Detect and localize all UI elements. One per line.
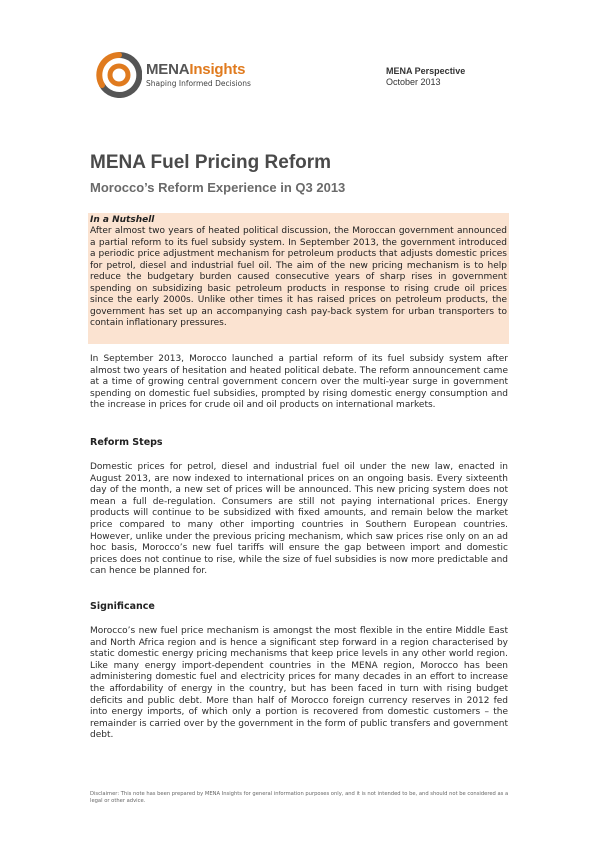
nutshell-heading: In a Nutshell	[90, 215, 155, 225]
company-logo	[96, 52, 266, 98]
page-title: MENA Fuel Pricing Reform	[90, 152, 332, 173]
nutshell-box	[88, 213, 509, 344]
section-text-significance: Morocco’s new fuel price mechanism is amongst the most flexible in the entire Middle East and North Africa region and is hence a significant step forward in a region characterised by static domestic energy pricing mechanisms that keep price levels in any other world region. Like many energy import-dependent countries in the MENA region, Morocco has been administering domestic fuel and electricity prices for many decades in an effort to increase the affordability of energy in the country, but has been faced in turn with rising budget deficits and public debt. More than half of Morocco foreign currency reserves in 2012 fed into energy imports, of which only a portion is recovered from domestic customers – the remainder is carried over by the government in the form of public transfers and government debt.	[90, 626, 508, 741]
section-heading-reform-steps: Reform Steps	[90, 437, 163, 448]
logo-name-part2: Insights	[189, 61, 246, 78]
section-heading-significance: Significance	[90, 601, 155, 612]
publication-date: October 2013	[386, 77, 441, 87]
logo-name-part1: MENA	[146, 61, 190, 78]
disclaimer: Disclaimer: This note has been prepared by MENA Insights for general information purposes only, and it is not intended to be, and should not be considered as a legal or other advice.	[90, 791, 509, 804]
page-subtitle: Morocco’s Reform Experience in Q3 2013	[90, 180, 346, 195]
nutshell-text: After almost two years of heated political discussion, the Moroccan government announced a partial reform to its fuel subsidy system. In September 2013, the government introduced a periodic price adjustment mechanism for petroleum products that adjusts domestic prices for petrol, diesel and industrial fuel oil. The aim of the new pricing mechanism is to help reduce the budgetary burden caused consecutive years of sharp rises in government spending on subsidizing basic petroleum products in response to rising crude oil prices since the early 2000s. Unlike other times it has raised prices on petroleum products, the government has set up an accompanying cash pay-back system for urban transporters to contain inflationary pressures.	[90, 226, 507, 328]
logo-wordmark	[146, 61, 245, 78]
logo-ring-icon	[96, 52, 142, 98]
document-meta	[386, 66, 465, 88]
logo-tagline: Shaping Informed Decisions	[146, 79, 251, 88]
series-label: MENA Perspective	[386, 66, 466, 76]
intro-paragraph: In September 2013, Morocco launched a partial reform of its fuel subsidy system after almost two years of hesitation and heated political debate. The reform announcement came at a time of growing central government concern over the multi-year surge in government spending on domestic fuel subsidies, prompted by rising domestic energy consumption and the increase in prices for crude oil and oil products on international markets.	[90, 354, 508, 411]
section-text-reform-steps: Domestic prices for petrol, diesel and industrial fuel oil under the new law, enacted in August 2013, are now indexed to international prices on an ongoing basis. Every sixteenth day of the month, a new set of prices will be announced. This new pricing system does not mean a full de-regulation. Consumers are still not paying international prices. Energy products will continue to be subsidized with fixed amounts, and remain below the market price compared to many other importing countries in Southern European countries. However, unlike under the previous pricing mechanism, which saw prices rise only on an ad hoc basis, Morocco’s new fuel tariffs will ensure the gap between import and domestic prices does not continue to rise, while the size of fuel subsidies is now more predictable and can hence be planned for.	[90, 462, 508, 577]
